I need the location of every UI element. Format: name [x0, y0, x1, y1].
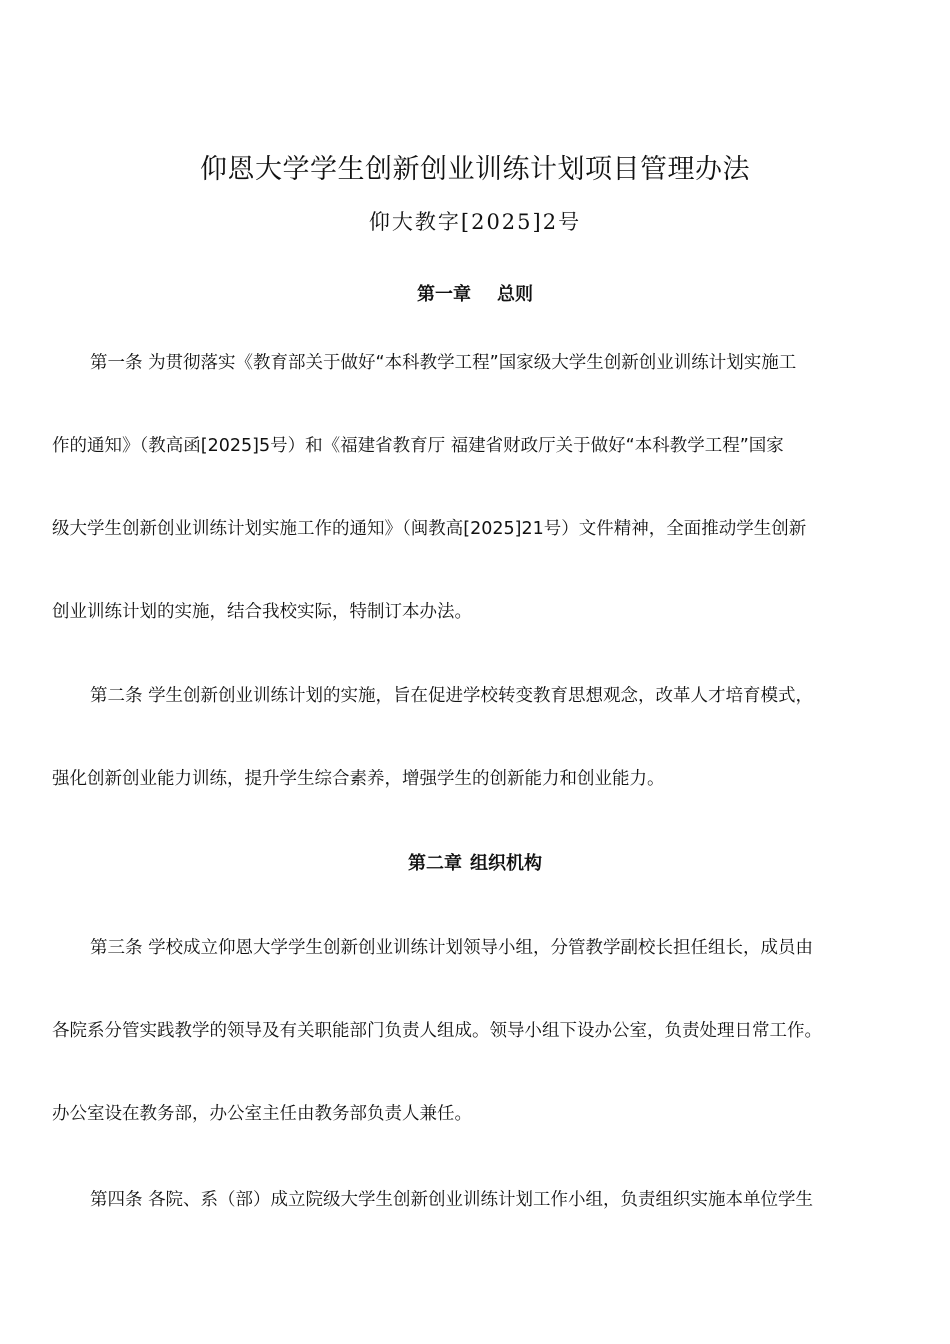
article-paragraph — [52, 1159, 898, 1242]
paragraph-line: 强化创新创业能力训练，提升学生综合素养，增强学生的创新能力和创业能力。 — [52, 769, 665, 789]
paragraph-line: 第二条 学生创新创业训练计划的实施，旨在促进学校转变教育思想观念，改革人才培育模式， — [90, 686, 814, 706]
paragraph-line: 各院系分管实践教学的领导及有关职能部门负责人组成。领导小组下设办公室，负责处理日常工作。 — [52, 1021, 822, 1041]
paragraph-line: 作的通知》（教高函[2025]5号）和《福建省教育厅 福建省财政厅关于做好“本科教学工程”国家 — [52, 436, 784, 456]
paragraph-line: 创业训练计划的实施，结合我校实际，特制订本办法。 — [52, 602, 472, 622]
article-paragraph — [52, 907, 898, 1156]
chapter-heading — [0, 849, 950, 879]
paragraph-line: 第四条 各院、系（部）成立院级大学生创新创业训练计划工作小组，负责组织实施本单位学生 — [90, 1190, 814, 1210]
chapter-name: 组织机构 — [470, 853, 542, 874]
chapter-name: 总则 — [497, 284, 533, 305]
paragraph-line: 级大学生创新创业训练计划实施工作的通知》（闽教高[2025]21号）文件精神，全面推动学生创新 — [52, 519, 807, 539]
document-number: 仰大教字[2025]2号 — [368, 210, 582, 234]
paragraph-line: 第一条 为贯彻落实《教育部关于做好“本科教学工程”国家级大学生创新创业训练计划实施工 — [90, 353, 797, 373]
chapter-label: 第一章 — [417, 284, 471, 305]
chapter-heading — [0, 280, 950, 310]
document-title: 仰恩大学学生创新创业训练计划项目管理办法 — [200, 154, 750, 185]
paragraph-line: 第三条 学校成立仰恩大学学生创新创业训练计划领导小组，分管教学副校长担任组长，成员由 — [90, 938, 814, 958]
article-paragraph — [52, 655, 898, 821]
paragraph-line: 办公室设在教务部，办公室主任由教务部负责人兼任。 — [52, 1104, 472, 1124]
article-paragraph — [52, 322, 898, 654]
chapter-label: 第二章 — [408, 853, 462, 874]
